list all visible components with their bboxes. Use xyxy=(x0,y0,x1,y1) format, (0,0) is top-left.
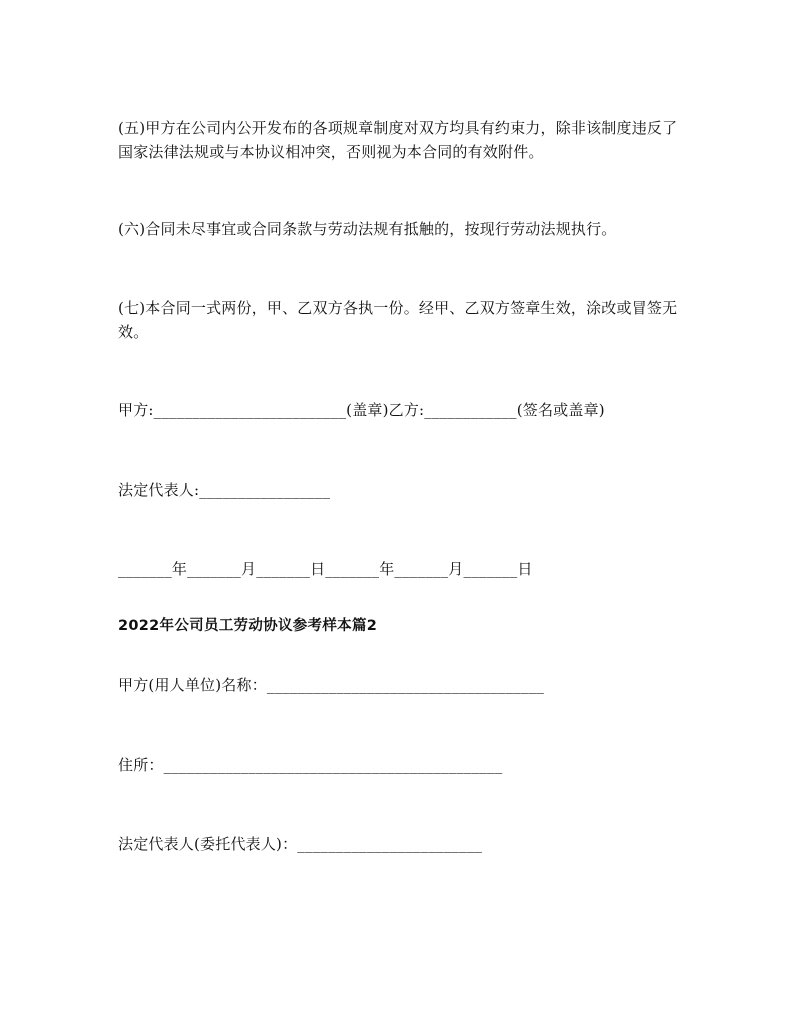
legal-representative-line: 法定代表人:_________________ xyxy=(118,481,331,499)
legal-representative-delegate-line: 法定代表人(委托代表人)：________________________ xyxy=(118,835,483,853)
clause-7: (七)本合同一式两份，甲、乙双方各执一份。经甲、乙双方签章生效，涂改或冒签无效。 xyxy=(118,299,678,341)
employer-name-line: 甲方(用人单位)名称：____________________________________ xyxy=(118,676,545,694)
address-line: 住所：____________________________________________ xyxy=(118,756,503,774)
clause-5: (五)甲方在公司内公开发布的各项规章制度对双方均具有约束力，除非该制度违反了国家法律法规或与本协议相冲突，否则视为本合同的有效附件。 xyxy=(118,119,678,161)
section-title: 2022年公司员工劳动协议参考样本篇2 xyxy=(118,618,378,634)
date-line: _______年_______月_______日_______年_______月_______日 xyxy=(118,560,533,578)
clause-6: (六)合同未尽事宜或合同条款与劳动法规有抵触的，按现行劳动法规执行。 xyxy=(118,220,617,238)
signature-line: 甲方:_________________________(盖章)乙方:____________(签名或盖章) xyxy=(118,401,605,419)
